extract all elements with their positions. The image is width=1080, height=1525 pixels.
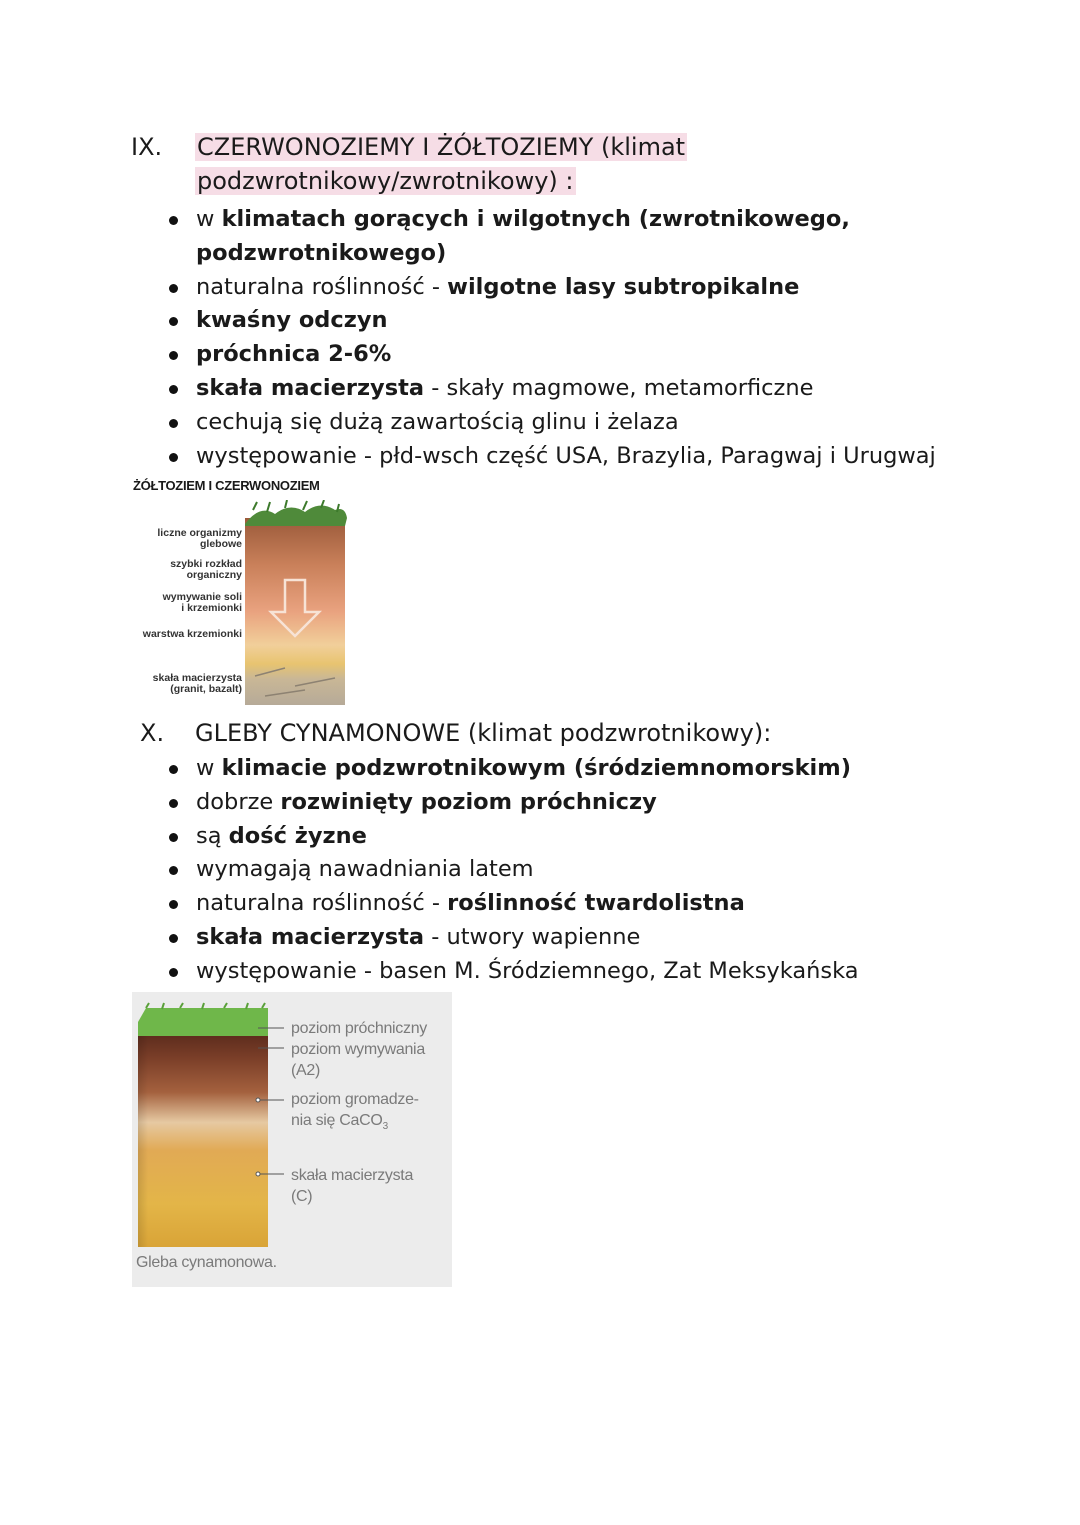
figure2-label: (C): [291, 1188, 313, 1205]
figure1-label: szybki rozkład: [170, 558, 242, 570]
figure1-label: liczne organizmy: [157, 527, 242, 539]
list-item: skała macierzysta - utwory wapienne: [160, 921, 859, 955]
section-ix-bullets: [160, 203, 936, 473]
figure2-label: poziom wymywania: [291, 1041, 425, 1058]
list-item: występowanie - płd-wsch część USA, Brazylia, Paragwaj i Urugwaj: [160, 440, 936, 474]
list-item: występowanie - basen M. Śródziemnego, Zat Meksykańska: [160, 955, 859, 989]
figure1-label: warstwa krzemionki: [142, 628, 242, 640]
list-item: naturalna roślinność - wilgotne lasy subtropikalne: [160, 271, 936, 305]
list-item: w klimacie podzwrotnikowym (śródziemnomorskim): [160, 752, 859, 786]
section-x-title: GLEBY CYNAMONOWE (klimat podzwrotnikowy):: [195, 719, 772, 747]
figure1-label: (granit, bazalt): [170, 683, 242, 695]
list-item: kwaśny odczyn: [160, 304, 936, 338]
section-ix-title: [195, 130, 687, 198]
figure1-label: glebowe: [199, 538, 242, 550]
list-item: cechują się dużą zawartością glinu i żelaza: [160, 406, 936, 440]
figure2-label: nia się CaCO$_3$: [291, 1112, 388, 1133]
soil-profile-figure-2: [132, 992, 452, 1287]
figure2-label: poziom gromadze-: [291, 1091, 419, 1108]
list-item: wymagają nawadniania latem: [160, 853, 859, 887]
list-item: naturalna roślinność - roślinność twardolistna: [160, 887, 859, 921]
list-item: dobrze rozwinięty poziom próchniczy: [160, 786, 859, 820]
section-ix-title-line2: podzwrotnikowy/zwrotnikowy) :: [197, 167, 574, 195]
list-item: w klimatach gorących i wilgotnych (zwrotnikowego, podzwrotnikowego): [160, 203, 936, 271]
list-item: próchnica 2-6%: [160, 338, 936, 372]
soil-profile-figure-1: [135, 500, 350, 705]
list-item: są dość żyzne: [160, 820, 859, 854]
figure1-label: wymywanie soli: [162, 591, 242, 603]
figure2-label: (A2): [291, 1062, 321, 1079]
figure1-label: skała macierzysta: [152, 672, 242, 684]
figure1-label: i krzemionki: [181, 602, 242, 614]
list-item: skała macierzysta - skały magmowe, metamorficzne: [160, 372, 936, 406]
figure2-label: skała macierzysta: [291, 1167, 414, 1184]
figure1-label: organiczny: [186, 569, 242, 581]
section-x-numeral: X.: [140, 719, 165, 747]
section-x-bullets: [160, 752, 859, 989]
figure2-label: poziom próchniczny: [291, 1020, 427, 1037]
figure1-caption: ŻÓŁTOZIEM I CZERWONOZIEM: [133, 478, 320, 493]
section-ix-numeral: IX.: [131, 133, 163, 161]
figure2-caption: Gleba cynamonowa.: [136, 1254, 277, 1271]
section-ix-title-line1: CZERWONOZIEMY I ŻÓŁTOZIEMY (klimat: [197, 133, 686, 161]
